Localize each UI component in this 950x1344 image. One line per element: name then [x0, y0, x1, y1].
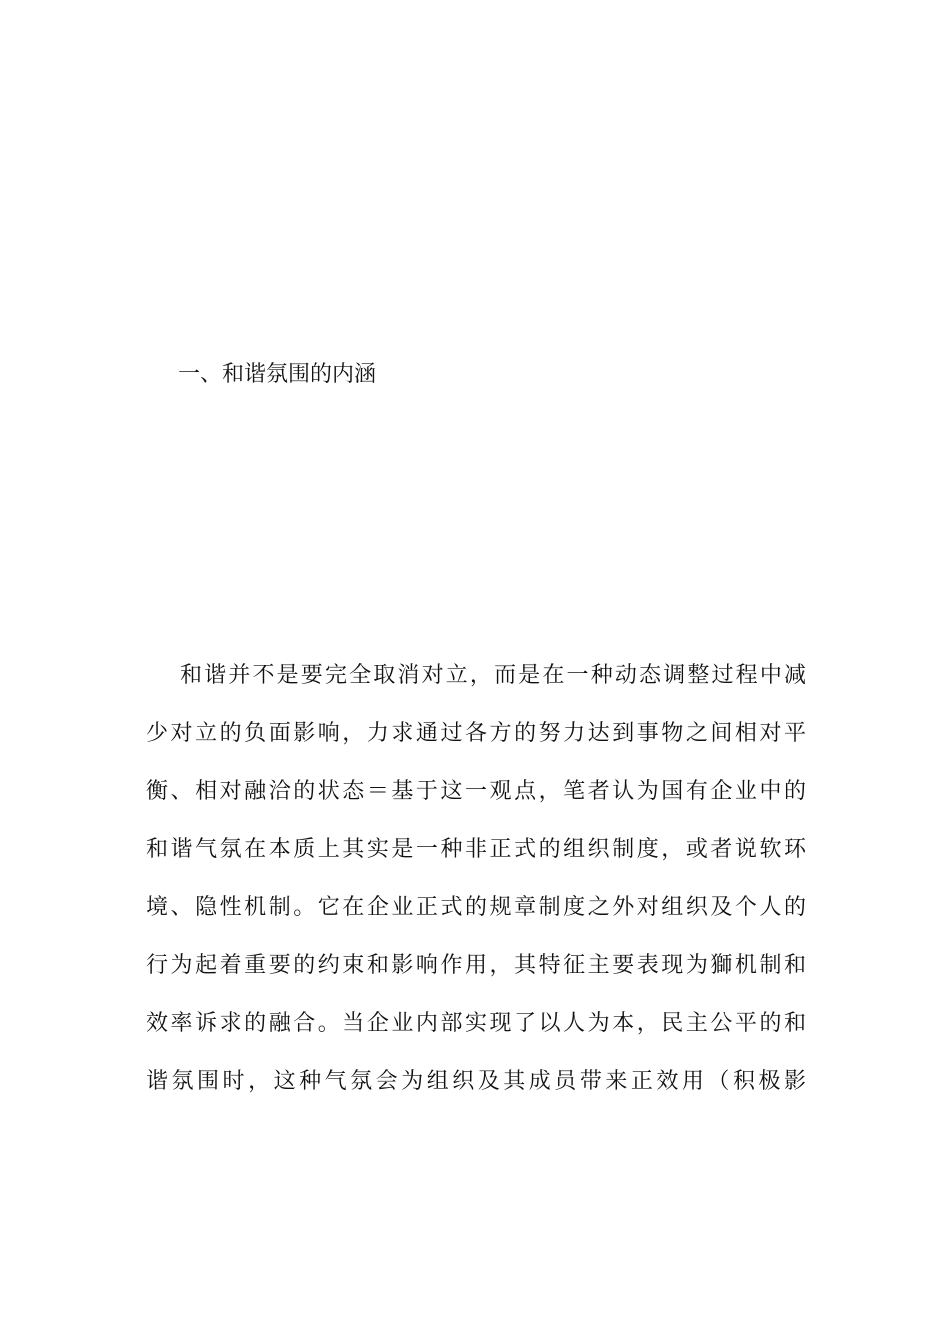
- paragraph-line: 谐氛围时，这种气氛会为组织及其成员带来正效用（积极影: [146, 1069, 806, 1094]
- paragraph-line: 衡、相对融洽的状态＝基于这一观点，笔者认为国有企业中的: [146, 779, 806, 804]
- paragraph-line: 和谐并不是要完全取消对立，而是在一种动态调整过程中减: [180, 663, 806, 688]
- paragraph-line: 和谐气氛在本质上其实是一种非正式的组织制度，或者说软环: [146, 837, 806, 862]
- paragraph-line: 少对立的负面影响，力求通过各方的努力达到事物之间相对平: [146, 721, 806, 746]
- paragraph-line: 境、隐性机制。它在企业正式的规章制度之外对组织及个人的: [146, 895, 806, 920]
- paragraph-line: 行为起着重要的约束和影响作用，其特征主要表现为獅机制和: [146, 953, 806, 978]
- paragraph-line: 效率诉求的融合。当企业内部实现了以人为本，民主公平的和: [146, 1011, 806, 1036]
- body-paragraph: [146, 656, 806, 1120]
- section-heading: 一、和谐氛围的内涵: [178, 362, 377, 387]
